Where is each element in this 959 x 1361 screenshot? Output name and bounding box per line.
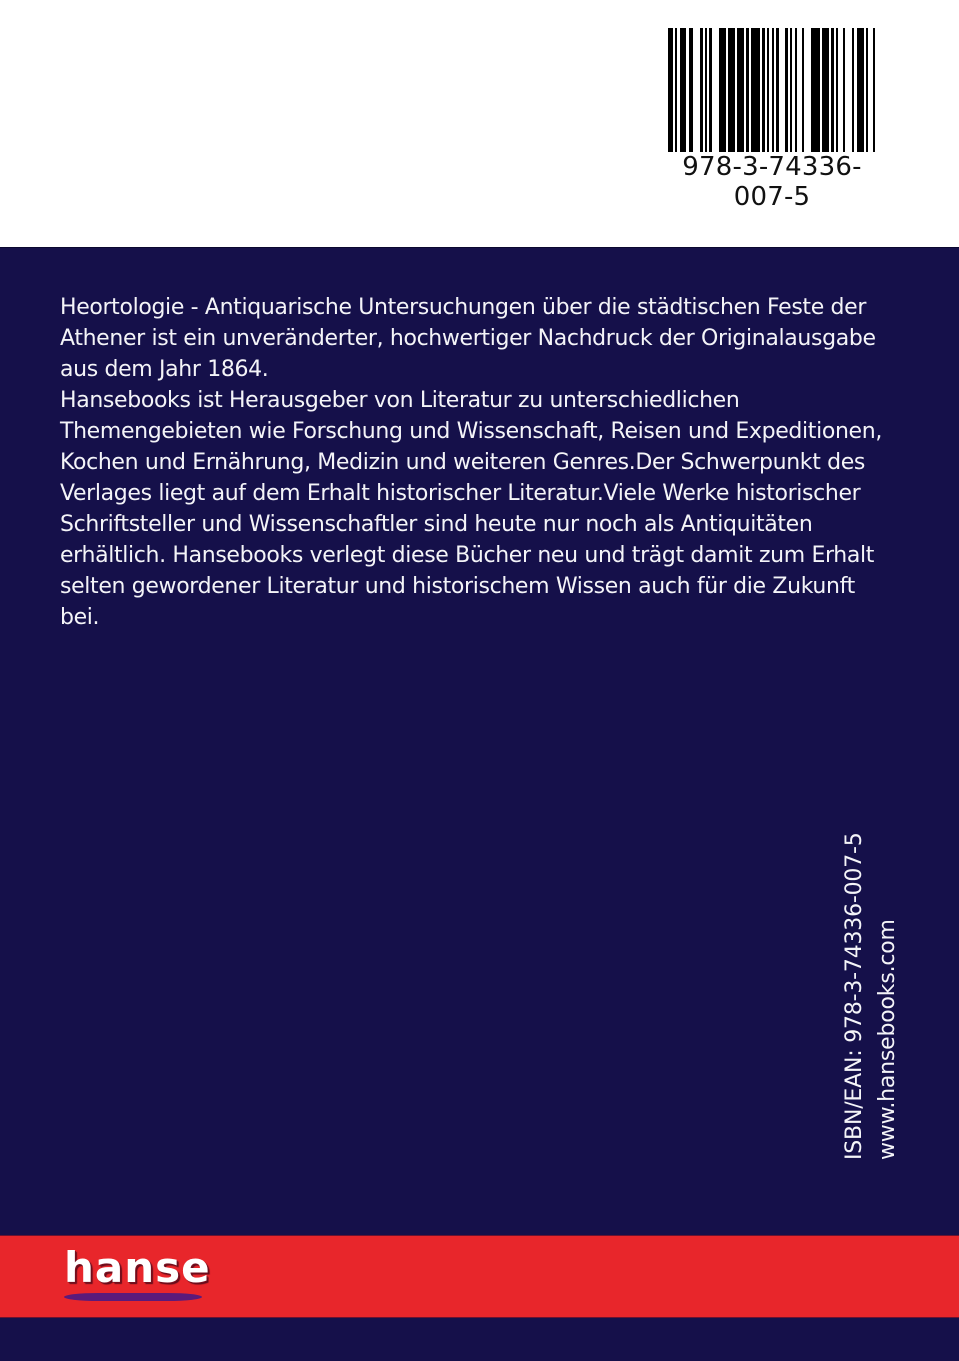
publisher-website: www.hansebooks.com [875,919,900,1160]
barcode-gap [804,28,811,152]
barcode-isbn-number: 978-3-74336-007-5 [682,152,862,212]
barcode-bar [857,28,864,152]
barcode-bar [811,28,820,152]
barcode-gap [779,28,786,152]
barcode-bar [728,28,735,152]
description-line: Kochen und Ernährung, Medizin und weiteren Genres.Der Schwerpunkt des [60,450,866,475]
barcode-gap [845,28,852,152]
description-line: Heortologie - Antiquarische Untersuchungen über die städtischen Feste der [60,295,867,320]
description-line: Schriftsteller und Wissenschaftler sind heute nur noch als Antiquitäten [60,512,813,537]
barcode-gap [875,28,877,152]
logo-wordmark: hanse [64,1243,211,1292]
barcode-gap [693,28,700,152]
barcode-bar [680,28,687,152]
description-line: selten gewordener Literatur und historischem Wissen auch für die Zukunft [60,574,855,599]
barcode [668,28,878,152]
barcode-bar [822,28,829,152]
barcode-gap [712,28,719,152]
vertical-isbn-block [838,832,904,1160]
barcode-bar [751,28,760,152]
book-description [60,292,910,633]
description-line: aus dem Jahr 1864. [60,357,269,382]
description-line: Athener ist ein unveränderter, hochwertiger Nachdruck der Originalausgabe [60,326,876,351]
description-line: bei. [60,605,100,630]
description-line: Themengebieten wie Forschung und Wissenschaft, Reisen und Expeditionen, [60,419,882,444]
description-line: Verlages liegt auf dem Erhalt historischer Literatur.Viele Werke historischer [60,481,861,506]
vertical-isbn-label: ISBN/EAN: 978-3-74336-007-5 [842,832,867,1160]
barcode-bar [719,28,726,152]
logo-swoosh-icon [64,1293,202,1301]
barcode-bar [737,28,744,152]
barcode-area [0,0,959,247]
hanse-logo [64,1243,211,1307]
description-line: Hansebooks ist Herausgeber von Literatur zu unterschiedlichen [60,388,740,413]
description-line: erhältlich. Hansebooks verlegt diese Bücher neu und trägt damit zum Erhalt [60,543,875,568]
